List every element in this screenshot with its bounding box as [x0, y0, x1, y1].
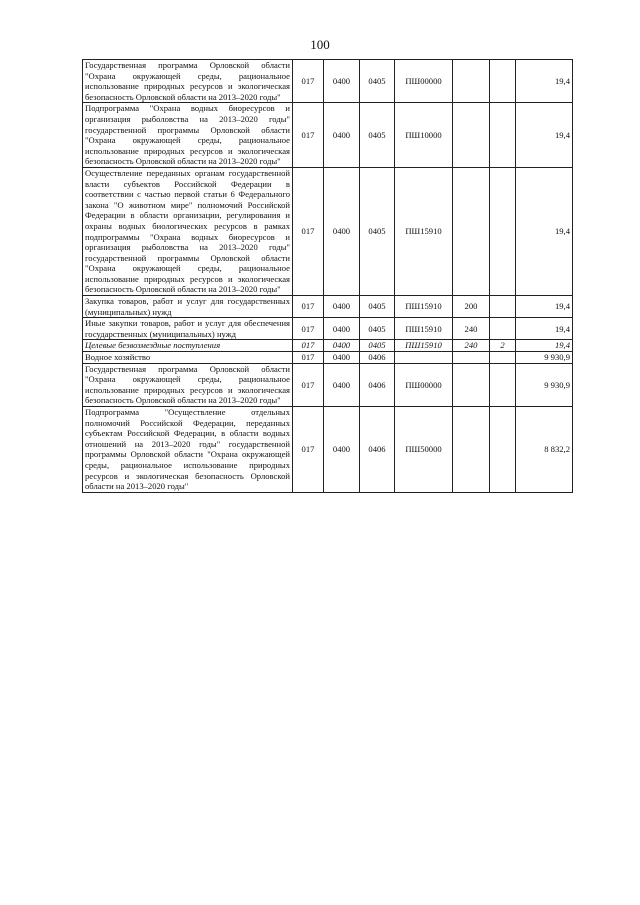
extra-code	[490, 352, 516, 364]
target-article-code: ПШ50000	[395, 407, 453, 493]
section-code: 0400	[324, 352, 360, 364]
table-row	[83, 296, 573, 318]
expense-type-code	[453, 60, 490, 103]
extra-code	[490, 363, 516, 406]
admin-code: 017	[293, 103, 324, 168]
admin-code: 017	[293, 340, 324, 352]
amount: 8 832,2	[516, 407, 573, 493]
extra-code	[490, 318, 516, 340]
expense-type-code	[453, 103, 490, 168]
amount: 19,4	[516, 318, 573, 340]
subsection-code: 0405	[360, 103, 395, 168]
row-name: Целевые безвозмездные поступления	[83, 340, 293, 352]
admin-code: 017	[293, 60, 324, 103]
row-name: Подпрограмма "Охрана водных биоресурсов и организация рыболовства на 2013–2020 годы" государственной программы Орловской области "Охрана окружающей среды, рациональное использование природных ресурсов и экологическая безопасность Орловской области на 2013–2020 годы"	[83, 103, 293, 168]
target-article-code: ПШ15910	[395, 318, 453, 340]
row-name: Закупка товаров, работ и услуг для государственных (муниципальных) нужд	[83, 296, 293, 318]
expense-type-code: 240	[453, 340, 490, 352]
subsection-code: 0405	[360, 60, 395, 103]
table-row	[83, 318, 573, 340]
target-article-code: ПШ15910	[395, 296, 453, 318]
page-number: 100	[310, 37, 330, 52]
extra-code	[490, 407, 516, 493]
amount: 19,4	[516, 296, 573, 318]
subsection-code: 0405	[360, 296, 395, 318]
section-code: 0400	[324, 167, 360, 295]
expense-type-code	[453, 352, 490, 364]
row-name: Водное хозяйство	[83, 352, 293, 364]
target-article-code: ПШ15910	[395, 340, 453, 352]
target-article-code: ПШ15910	[395, 167, 453, 295]
extra-code	[490, 60, 516, 103]
amount: 19,4	[516, 340, 573, 352]
table-row	[83, 340, 573, 352]
admin-code: 017	[293, 296, 324, 318]
row-name: Осуществление переданных органам государственной власти субъектов Российской Федерации в соответствии с частью первой статьи 6 Федерального закона "О животном мире" полномочий Российской Федерации в области организации, регулирования и охраны водных биологических ресурсов в рамках подпрограммы "Охрана водных биоресурсов и организация рыболовства на 2013–2020 годы" государственной программы Орловской области "Охрана окружающей среды, рациональное использование природных ресурсов и экологическая безопасность Орловской области на 2013–2020 годы"	[83, 167, 293, 295]
subsection-code: 0405	[360, 318, 395, 340]
table-row	[83, 103, 573, 168]
section-code: 0400	[324, 363, 360, 406]
target-article-code	[395, 352, 453, 364]
subsection-code: 0406	[360, 363, 395, 406]
expense-type-code	[453, 363, 490, 406]
subsection-code: 0405	[360, 167, 395, 295]
table-row	[83, 407, 573, 493]
row-name: Государственная программа Орловской области "Охрана окружающей среды, рациональное использование природных ресурсов и экологическая безопасность Орловской области на 2013–2020 годы"	[83, 363, 293, 406]
target-article-code: ПШ10000	[395, 103, 453, 168]
row-name: Иные закупки товаров, работ и услуг для обеспечения государственных (муниципальных) нужд	[83, 318, 293, 340]
admin-code: 017	[293, 352, 324, 364]
extra-code	[490, 167, 516, 295]
amount: 19,4	[516, 167, 573, 295]
budget-table	[82, 59, 573, 493]
expense-type-code: 240	[453, 318, 490, 340]
extra-code	[490, 296, 516, 318]
subsection-code: 0406	[360, 407, 395, 493]
amount: 9 930,9	[516, 363, 573, 406]
target-article-code: ПШ00000	[395, 60, 453, 103]
section-code: 0400	[324, 60, 360, 103]
amount: 19,4	[516, 60, 573, 103]
row-name: Государственная программа Орловской области "Охрана окружающей среды, рациональное использование природных ресурсов и экологическая безопасность Орловской области на 2013–2020 годы"	[83, 60, 293, 103]
admin-code: 017	[293, 407, 324, 493]
row-name: Подпрограмма "Осуществление отдельных полномочий Российской Федерации, переданных субъектам Российской Федерации, в области водных отношений на 2013–2020 годы" государственной программы Орловской области "Охрана окружающей среды, рациональное использование природных ресурсов и экологическая безопасность Орловской области на 2013–2020 годы"	[83, 407, 293, 493]
section-code: 0400	[324, 296, 360, 318]
extra-code	[490, 103, 516, 168]
expense-type-code: 200	[453, 296, 490, 318]
table-row	[83, 363, 573, 406]
expense-type-code	[453, 407, 490, 493]
amount: 9 930,9	[516, 352, 573, 364]
expense-type-code	[453, 167, 490, 295]
table-row	[83, 167, 573, 295]
subsection-code: 0406	[360, 352, 395, 364]
table-row	[83, 352, 573, 364]
amount: 19,4	[516, 103, 573, 168]
subsection-code: 0405	[360, 340, 395, 352]
admin-code: 017	[293, 167, 324, 295]
section-code: 0400	[324, 340, 360, 352]
section-code: 0400	[324, 407, 360, 493]
admin-code: 017	[293, 363, 324, 406]
table-row	[83, 60, 573, 103]
section-code: 0400	[324, 318, 360, 340]
target-article-code: ПШ00000	[395, 363, 453, 406]
section-code: 0400	[324, 103, 360, 168]
admin-code: 017	[293, 318, 324, 340]
extra-code: 2	[490, 340, 516, 352]
